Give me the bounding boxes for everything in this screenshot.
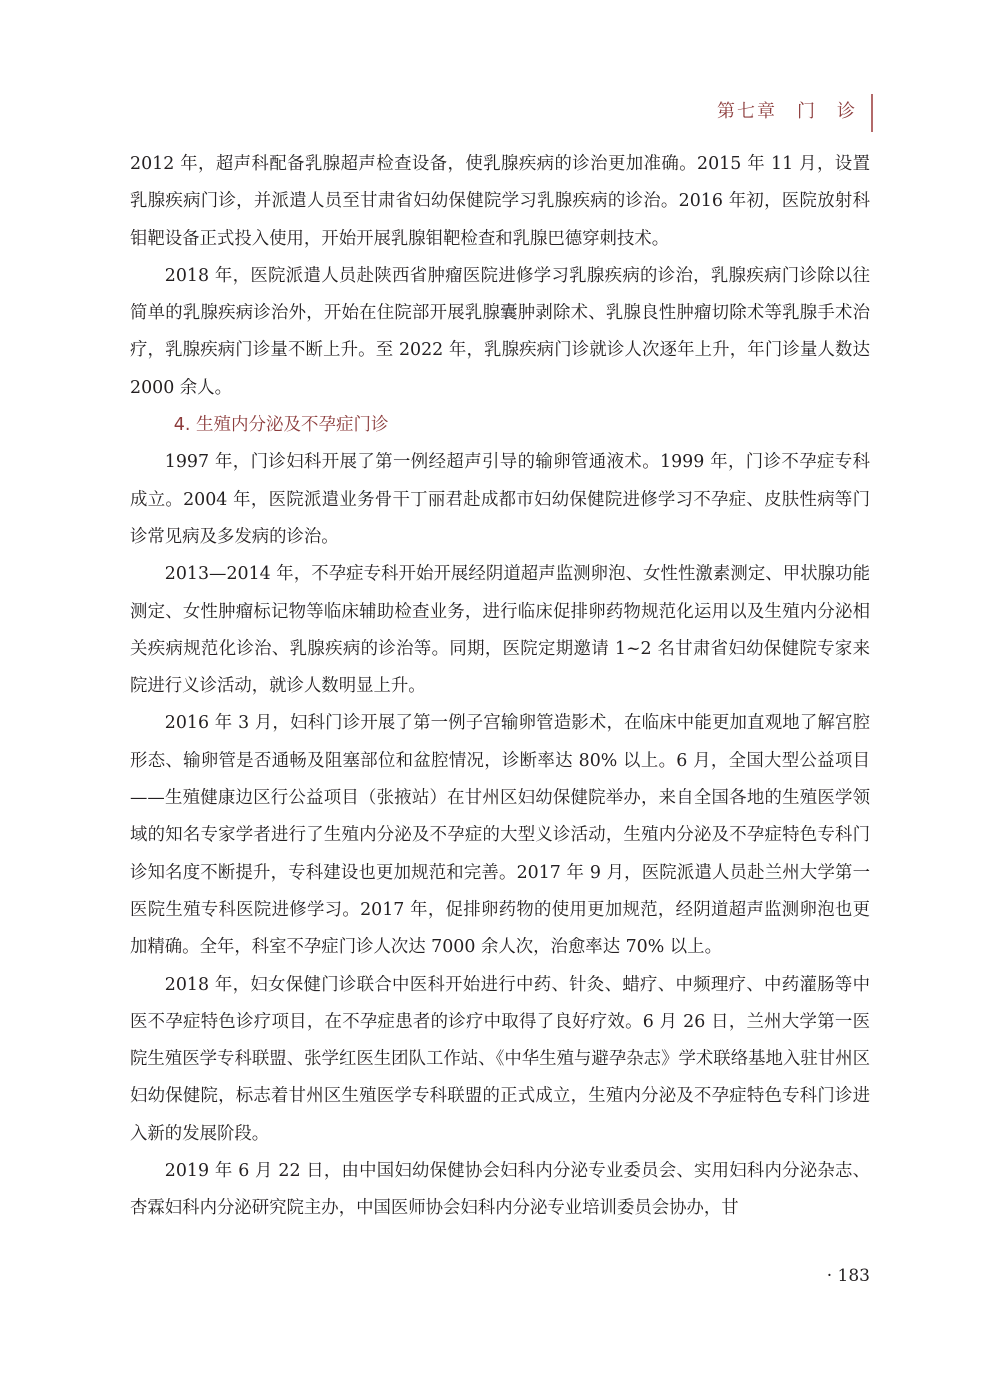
paragraph: 2013—2014 年，不孕症专科开始开展经阴道超声监测卵泡、女性性激素测定、甲状腺功能测定、女性肿瘤标记物等临床辅助检查业务，进行临床促排卵药物规范化运用以及生殖内分泌相关疾病规范化诊治、乳腺疾病的诊治等。同期，医院定期邀请 1~2 名甘肃省妇幼保健院专家来院进行义诊活动，就诊人数明显上升。 (130, 564, 870, 697)
paragraph: 2016 年 3 月，妇科门诊开展了第一例子宫输卵管造影术，在临床中能更加直观地了解宫腔形态、输卵管是否通畅及阻塞部位和盆腔情况，诊断率达 80% 以上。6 月，全国大型公益项目——生殖健康边区行公益项目（张掖站）在甘州区妇幼保健院举办，来自全国各地的生殖医学领域的知名专家学者进行了生殖内分泌及不孕症的大型义诊活动，生殖内分泌及不孕症特色专科门诊知名度不断提升，专科建设也更加规范和完善。2017 年 9 月，医院派遣人员赴兰州大学第一医院生殖专科医院进修学习。2017 年，促排卵药物的使用更加规范，经阴道超声监测卵泡也更加精确。全年，科室不孕症门诊人次达 7000 余人次，治愈率达 70% 以上。 (130, 713, 870, 958)
page-number: · 183 (826, 1266, 870, 1286)
paragraph: 2018 年，医院派遣人员赴陕西省肿瘤医院进修学习乳腺疾病的诊治，乳腺疾病门诊除以往简单的乳腺疾病诊治外，开始在住院部开展乳腺囊肿剥除术、乳腺良性肿瘤切除术等乳腺手术治疗，乳腺疾病门诊量不断上升。至 2022 年，乳腺疾病门诊就诊人次逐年上升，年门诊量人数达 2000 余人。 (130, 265, 870, 398)
paragraph: 2019 年 6 月 22 日，由中国妇幼保健协会妇科内分泌专业委员会、实用妇科内分泌杂志、杏霖妇科内分泌研究院主办，中国医师协会妇科内分泌专业培训委员会协办，甘 (130, 1161, 870, 1219)
running-header: 第七章 门 诊 (717, 101, 857, 122)
body-text (130, 146, 870, 1228)
paragraph: 2018 年，妇女保健门诊联合中医科开始进行中药、针灸、蜡疗、中频理疗、中药灌肠等中医不孕症特色诊疗项目，在不孕症患者的诊疗中取得了良好疗效。6 月 26 日，兰州大学第一医院生殖医学专科联盟、张学红医生团队工作站、《中华生殖与避孕杂志》学术联络基地入驻甘州区妇幼保健院，标志着甘州区生殖医学专科联盟的正式成立，生殖内分泌及不孕症特色专科门诊进入新的发展阶段。 (130, 974, 870, 1144)
header-rule (871, 94, 873, 132)
paragraph: 1997 年，门诊妇科开展了第一例经超声引导的输卵管通液术。1999 年，门诊不孕症专科成立。2004 年，医院派遣业务骨干丁丽君赴成都市妇幼保健院进修学习不孕症、皮肤性病等门诊常见病及多发病的诊治。 (130, 452, 870, 547)
paragraph: 2012 年，超声科配备乳腺超声检查设备，使乳腺疾病的诊治更加准确。2015 年 11 月，设置乳腺疾病门诊，并派遣人员至甘肃省妇幼保健院学习乳腺疾病的诊治。2016 年初，医院放射科钼靶设备正式投入使用，开始开展乳腺钼靶检查和乳腺巴德穿刺技术。 (130, 154, 870, 249)
section-heading: 4. 生殖内分泌及不孕症门诊 (173, 415, 389, 436)
